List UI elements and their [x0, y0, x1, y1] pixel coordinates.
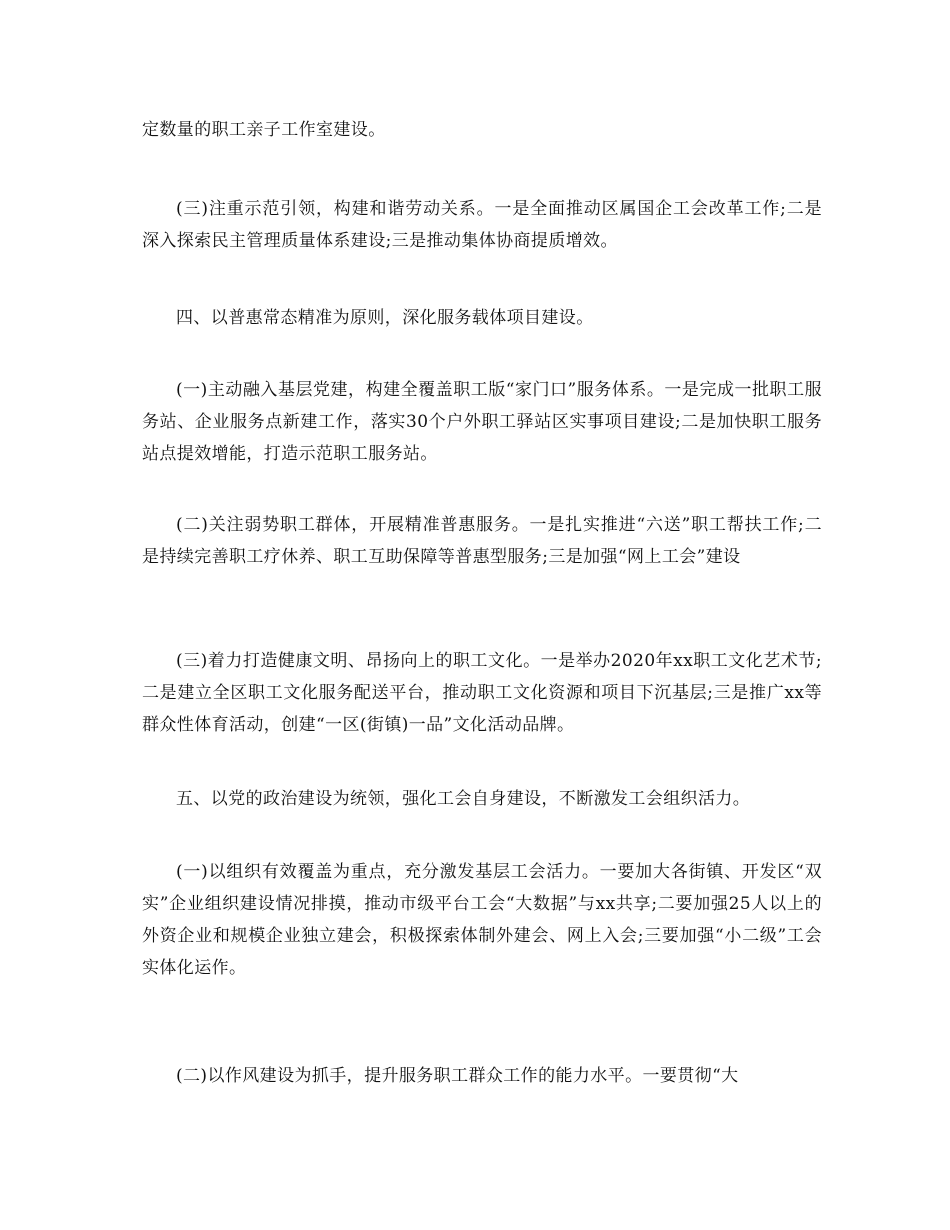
- paragraph-continuation: 定数量的职工亲子工作室建设。: [142, 120, 386, 140]
- paragraph-labor-relations: (三)注重示范引领，构建和谐劳动关系。一是全面推动区属国企工会改革工作;二是深入探索民主管理质量体系建设;三是推动集体协商提质增效。: [142, 199, 822, 251]
- paragraph-service-system: (一)主动融入基层党建，构建全覆盖职工版“家门口”服务体系。一是完成一批职工服务站、企业服务点新建工作，落实30个户外职工驿站区实事项目建设;二是加快职工服务站点提效增能，打造示范职工服务站。: [142, 380, 822, 464]
- paragraph-worker-culture: (三)着力打造健康文明、昂扬向上的职工文化。一是举办2020年xx职工文化艺术节;二是建立全区职工文化服务配送平台，推动职工文化资源和项目下沉基层;三是推广xx等群众性体育活动，创建“一区(街镇)一品”文化活动品牌。: [142, 651, 822, 735]
- paragraph-vulnerable-workers: (二)关注弱势职工群体，开展精准普惠服务。一是扎实推进“六送”职工帮扶工作;二是持续完善职工疗休养、职工互助保障等普惠型服务;三是加强“网上工会”建设: [142, 515, 822, 567]
- paragraph-organization-coverage: (一)以组织有效覆盖为重点，充分激发基层工会活力。一要加大各街镇、开发区“双实”企业组织建设情况排摸，推动市级平台工会“大数据”与xx共享;二要加强25人以上的外资企业和规模企业独立建会，积极探索体制外建会、网上入会;三要加强“小二级”工会实体化运作。: [142, 862, 822, 978]
- section-heading-five: 五、以党的政治建设为统领，强化工会自身建设，不断激发工会组织活力。: [176, 789, 751, 809]
- section-heading-four: 四、以普惠常态精准为原则，深化服务载体项目建设。: [176, 308, 594, 328]
- paragraph-work-style: (二)以作风建设为抓手，提升服务职工群众工作的能力水平。一要贯彻“大: [176, 1066, 739, 1086]
